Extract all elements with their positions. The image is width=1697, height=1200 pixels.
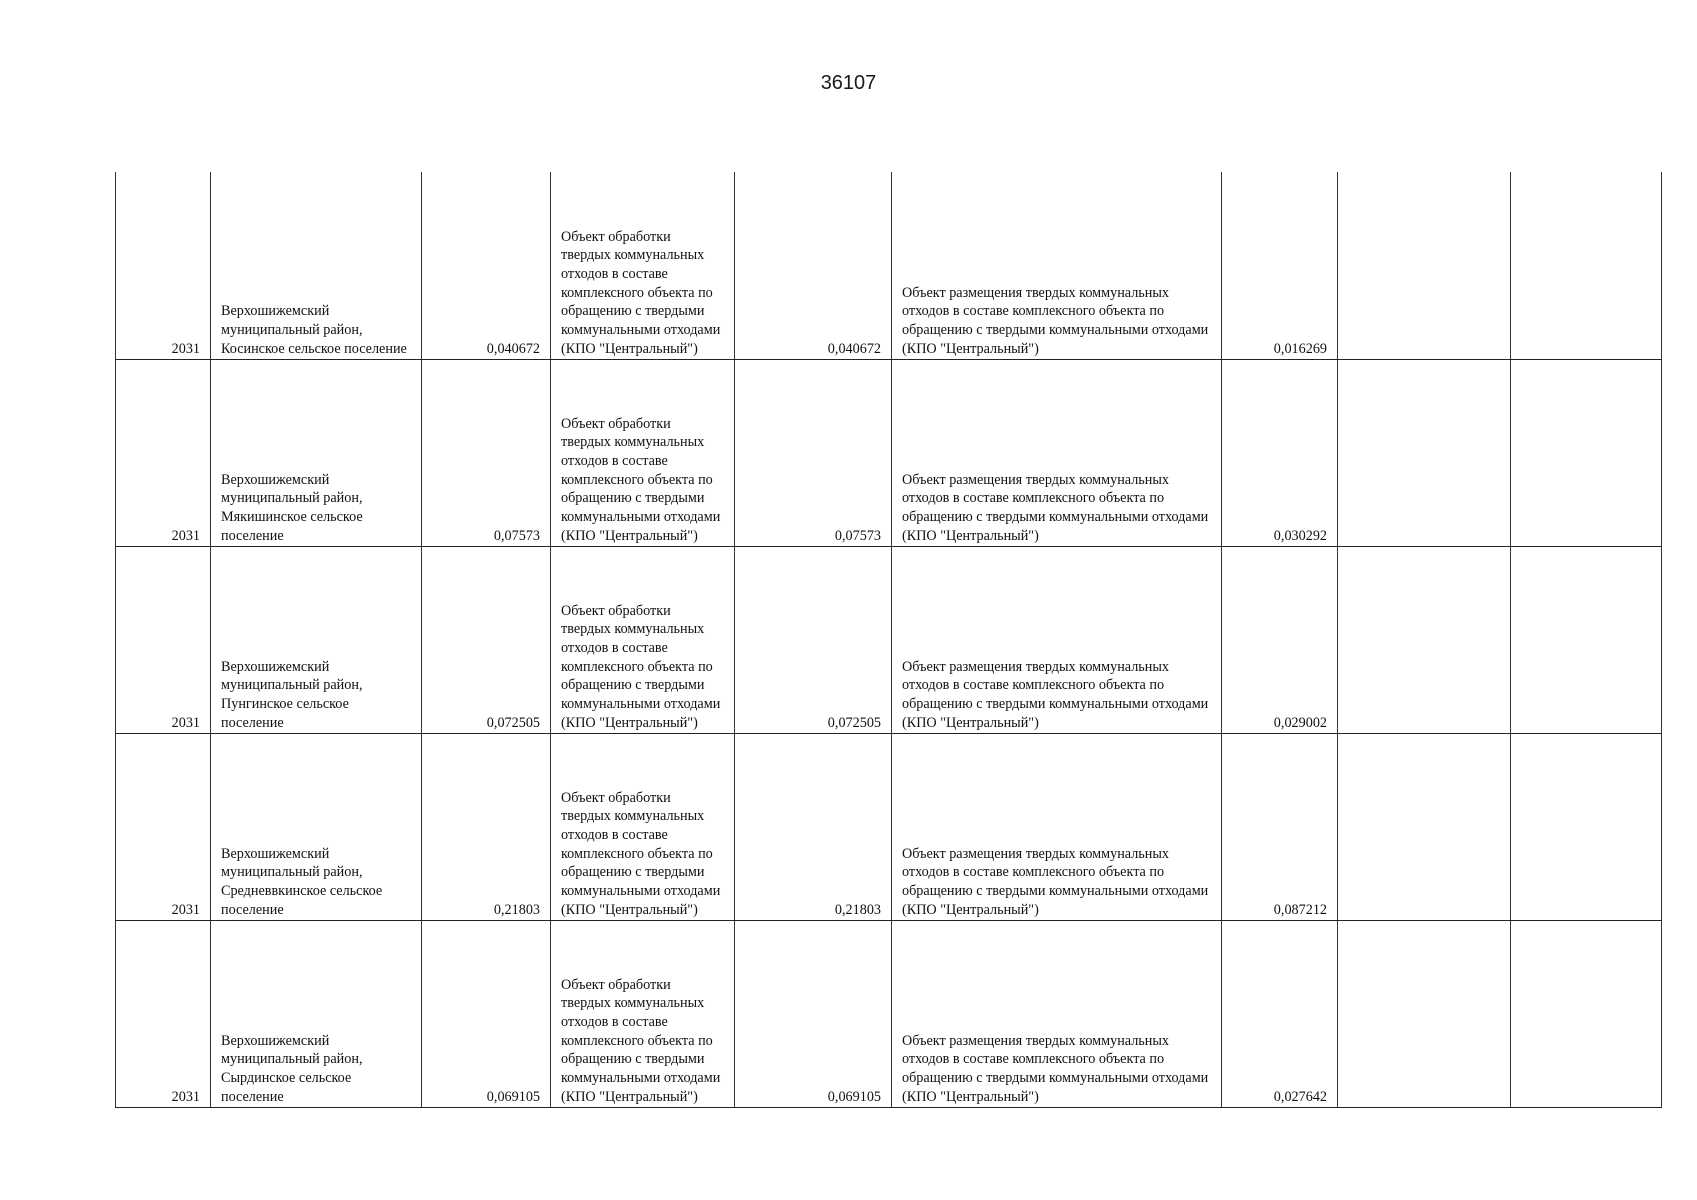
disposal-object-cell: Объект размещения твердых коммунальных отходов в составе комплексного объекта по обращению с твердыми коммунальными отходами (КПО "Центральный") <box>892 546 1222 733</box>
disposal-object-cell: Объект размещения твердых коммунальных отходов в составе комплексного объекта по обращению с твердыми коммунальными отходами (КПО "Центральный") <box>892 920 1222 1107</box>
disposal-object-cell: Объект размещения твердых коммунальных отходов в составе комплексного объекта по обращению с твердыми коммунальными отходами (КПО "Центральный") <box>892 172 1222 359</box>
empty-cell-9 <box>1511 172 1662 359</box>
processing-object-cell: Объект обработки твердых коммунальных отходов в составе комплексного объекта по обращению с твердыми коммунальными отходами (КПО "Центральный") <box>551 733 735 920</box>
value3-cell: 0,087212 <box>1222 733 1338 920</box>
empty-cell-9 <box>1511 546 1662 733</box>
disposal-object-cell: Объект размещения твердых коммунальных отходов в составе комплексного объекта по обращению с твердыми коммунальными отходами (КПО "Центральный") <box>892 359 1222 546</box>
table-row <box>116 920 1662 1107</box>
municipality-cell: Верхошижемский муниципальный район, Пунгинское сельское поселение <box>211 546 422 733</box>
year-cell: 2031 <box>116 172 211 359</box>
value1-cell: 0,21803 <box>422 733 551 920</box>
processing-object-cell: Объект обработки твердых коммунальных отходов в составе комплексного объекта по обращению с твердыми коммунальными отходами (КПО "Центральный") <box>551 172 735 359</box>
value2-cell: 0,07573 <box>735 359 892 546</box>
municipality-cell: Верхошижемский муниципальный район, Сырдинское сельское поселение <box>211 920 422 1107</box>
empty-cell-9 <box>1511 733 1662 920</box>
empty-cell-8 <box>1338 546 1511 733</box>
empty-cell-8 <box>1338 359 1511 546</box>
value2-cell: 0,21803 <box>735 733 892 920</box>
empty-cell-9 <box>1511 359 1662 546</box>
empty-cell-8 <box>1338 733 1511 920</box>
year-cell: 2031 <box>116 733 211 920</box>
table-row <box>116 359 1662 546</box>
value3-cell: 0,027642 <box>1222 920 1338 1107</box>
table-row <box>116 546 1662 733</box>
value2-cell: 0,072505 <box>735 546 892 733</box>
empty-cell-9 <box>1511 920 1662 1107</box>
processing-object-cell: Объект обработки твердых коммунальных отходов в составе комплексного объекта по обращению с твердыми коммунальными отходами (КПО "Центральный") <box>551 359 735 546</box>
table-row <box>116 733 1662 920</box>
waste-objects-table <box>115 172 1662 1108</box>
year-cell: 2031 <box>116 359 211 546</box>
municipality-cell: Верхошижемский муниципальный район, Мякишинское сельское поселение <box>211 359 422 546</box>
value2-cell: 0,040672 <box>735 172 892 359</box>
value3-cell: 0,016269 <box>1222 172 1338 359</box>
empty-cell-8 <box>1338 172 1511 359</box>
value1-cell: 0,040672 <box>422 172 551 359</box>
disposal-object-cell: Объект размещения твердых коммунальных отходов в составе комплексного объекта по обращению с твердыми коммунальными отходами (КПО "Центральный") <box>892 733 1222 920</box>
municipality-cell: Верхошижемский муниципальный район, Средневвкинское сельское поселение <box>211 733 422 920</box>
page-number: 36107 <box>820 72 877 94</box>
value1-cell: 0,072505 <box>422 546 551 733</box>
empty-cell-8 <box>1338 920 1511 1107</box>
year-cell: 2031 <box>116 546 211 733</box>
value3-cell: 0,030292 <box>1222 359 1338 546</box>
municipality-cell: Верхошижемский муниципальный район, Косинское сельское поселение <box>211 172 422 359</box>
value1-cell: 0,069105 <box>422 920 551 1107</box>
processing-object-cell: Объект обработки твердых коммунальных отходов в составе комплексного объекта по обращению с твердыми коммунальными отходами (КПО "Центральный") <box>551 546 735 733</box>
processing-object-cell: Объект обработки твердых коммунальных отходов в составе комплексного объекта по обращению с твердыми коммунальными отходами (КПО "Центральный") <box>551 920 735 1107</box>
value2-cell: 0,069105 <box>735 920 892 1107</box>
value1-cell: 0,07573 <box>422 359 551 546</box>
year-cell: 2031 <box>116 920 211 1107</box>
table-row <box>116 172 1662 359</box>
value3-cell: 0,029002 <box>1222 546 1338 733</box>
